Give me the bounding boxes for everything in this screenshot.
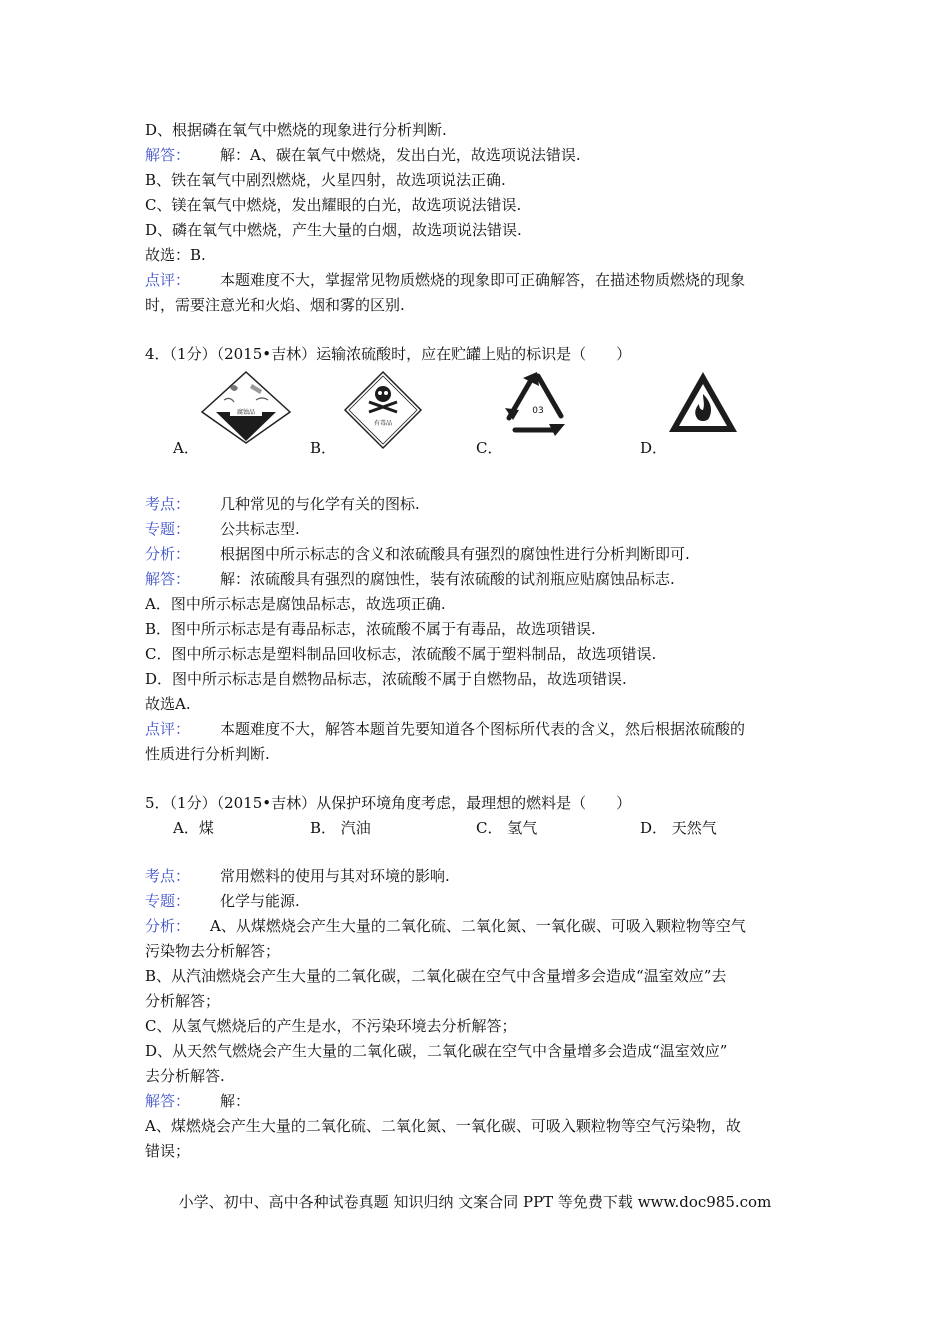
toxic-icon	[343, 370, 423, 450]
recycle-icon	[503, 370, 573, 436]
q5-option-c: C． 氢气	[476, 819, 538, 837]
q5-kaodian	[145, 866, 450, 886]
q4-comment-cont: 性质进行分析判断.	[145, 745, 270, 763]
q5-jieda	[145, 1091, 250, 1111]
corrosive-label: 腐蚀品	[236, 409, 256, 416]
flammable-icon	[667, 370, 739, 436]
kaodian-text: 几种常见的与化学有关的图标.	[220, 495, 420, 513]
zhuanti-text: 化学与能源.	[220, 892, 300, 910]
q5-fenxi-line-4: C、从氢气燃烧后的产生是水，不污染环境去分析解答；	[145, 1017, 517, 1035]
fenxi-tag: 分析：	[145, 545, 191, 563]
q4-kaodian	[145, 494, 420, 514]
jieda-tag: 解答：	[145, 1092, 191, 1110]
q3-answer-c: C、镁在氧气中燃烧，发出耀眼的白光，故选项说法错误.	[145, 196, 522, 214]
comment-text: 本题难度不大，掌握常见物质燃烧的现象即可正确解答，在描述物质燃烧的现象	[220, 271, 746, 289]
page-footer: 小学、初中、高中各种试卷真题 知识归纳 文案合同 PPT 等免费下载 www.doc985.com	[178, 1193, 772, 1211]
q5-fenxi	[145, 916, 746, 936]
kaodian-text: 常用燃料的使用与其对环境的影响.	[220, 867, 450, 885]
q4-line-b: B．图中所示标志是有毒品标志，浓硫酸不属于有毒品，故选项错误.	[145, 620, 596, 638]
zhuanti-tag: 专题：	[145, 892, 191, 910]
fenxi-text: 根据图中所示标志的含义和浓硫酸具有强烈的腐蚀性进行分析判断即可.	[220, 545, 690, 563]
comment-tag: 点评：	[145, 720, 191, 738]
comment-text: 本题难度不大，解答本题首先要知道各个图标所代表的含义，然后根据浓硫酸的	[220, 720, 746, 738]
kaodian-tag: 考点：	[145, 495, 191, 513]
q5-jieda-line-1: A、煤燃烧会产生大量的二氧化硫、二氧化氮、一氧化碳、可吸入颗粒物等空气污染物，故	[145, 1117, 741, 1135]
q5-fenxi-line-1: 污染物去分析解答；	[145, 942, 281, 960]
q4-line-c: C．图中所示标志是塑料制品回收标志，浓硫酸不属于塑料制品，故选项错误.	[145, 645, 657, 663]
kaodian-tag: 考点：	[145, 867, 191, 885]
q3-analysis-d: D、根据磷在氧气中燃烧的现象进行分析判断.	[145, 121, 447, 139]
q4-option-c: C．	[476, 439, 503, 457]
corrosive-icon	[200, 370, 292, 445]
q5-fenxi-line-5: D、从天然气燃烧会产生大量的二氧化碳，二氧化碳在空气中含量增多会造成“温室效应”	[145, 1042, 728, 1060]
q5-zhuanti	[145, 891, 300, 911]
q5-option-a: A．煤	[173, 819, 214, 837]
q4-option-b: B．	[310, 439, 337, 457]
q3-answer-d: D、磷在氧气中燃烧，产生大量的白烟，故选项说法错误.	[145, 221, 522, 239]
jieda-tag: 解答：	[145, 570, 191, 588]
q4-fenxi	[145, 544, 690, 564]
q3-choice: 故选：B.	[145, 246, 206, 264]
q4-line-a: A．图中所示标志是腐蚀品标志，故选项正确.	[145, 595, 446, 613]
q3-comment-cont: 时，需要注意光和火焰、烟和雾的区别.	[145, 296, 405, 314]
q4-option-d: D．	[640, 439, 668, 457]
fenxi-text: A、从煤燃烧会产生大量的二氧化硫、二氧化氮、一氧化碳、可吸入颗粒物等空气	[210, 917, 746, 935]
q5-question: 5．（1分）（2015•吉林）从保护环境角度考虑，最理想的燃料是（ ）	[145, 794, 632, 812]
q3-answer-b: B、铁在氧气中剧烈燃烧，火星四射，故选项说法正确.	[145, 171, 506, 189]
q5-fenxi-line-2: B、从汽油燃烧会产生大量的二氧化碳，二氧化碳在空气中含量增多会造成“温室效应”去	[145, 967, 727, 985]
jieda-text: 解：	[220, 1092, 251, 1110]
recycle-number: 03	[532, 406, 544, 416]
q5-option-b: B． 汽油	[310, 819, 371, 837]
q3-answer	[145, 145, 581, 165]
q4-jieda	[145, 569, 675, 589]
q4-zhuanti	[145, 519, 300, 539]
jieda-text: 解：浓硫酸具有强烈的腐蚀性，装有浓硫酸的试剂瓶应贴腐蚀品标志.	[220, 570, 675, 588]
comment-tag: 点评：	[145, 271, 191, 289]
q4-choice: 故选A.	[145, 695, 191, 713]
answer-text: 解：A、碳在氧气中燃烧，发出白光，故选项说法错误.	[220, 146, 581, 164]
q5-fenxi-line-3: 分析解答；	[145, 992, 221, 1010]
q4-option-a: A．	[173, 439, 199, 457]
zhuanti-tag: 专题：	[145, 520, 191, 538]
q4-line-d: D．图中所示标志是自燃物品标志，浓硫酸不属于自燃物品，故选项错误.	[145, 670, 627, 688]
q5-jieda-line-2: 错误；	[145, 1142, 191, 1160]
q3-comment	[145, 270, 745, 290]
zhuanti-text: 公共标志型.	[220, 520, 300, 538]
q4-question: 4．（1分）（2015•吉林）运输浓硫酸时，应在贮罐上贴的标识是（ ）	[145, 345, 632, 363]
q5-fenxi-line-6: 去分析解答.	[145, 1067, 225, 1085]
fenxi-tag: 分析：	[145, 917, 191, 935]
q4-comment	[145, 719, 745, 739]
toxic-label: 有毒品	[373, 420, 393, 427]
answer-tag: 解答：	[145, 146, 191, 164]
q5-option-d: D． 天然气	[640, 819, 717, 837]
